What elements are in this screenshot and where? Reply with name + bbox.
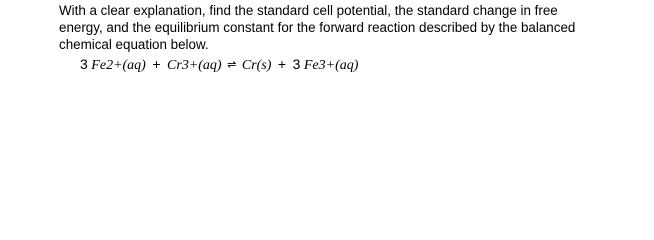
plus-sign: + — [152, 56, 161, 72]
question-line-2: energy, and the equilibrium constant for the forward reaction described by the balanced — [59, 20, 576, 35]
species-fe3: Fe3+(aq) — [303, 58, 359, 73]
question-line-1: With a clear explanation, find the standard cell potential, the standard change in free — [59, 3, 558, 18]
coefficient-fe3: 3 — [292, 56, 301, 72]
equilibrium-arrow-icon: ⇌ — [227, 58, 237, 71]
chemical-equation — [80, 54, 358, 76]
question-line-3: chemical equation below. — [59, 37, 209, 52]
species-cr3: Cr3+(aq) — [167, 58, 222, 73]
question-text — [59, 2, 649, 53]
species-fe2: Fe2+(aq) — [91, 58, 146, 73]
species-cr: Cr(s) — [241, 58, 272, 73]
coefficient-fe2: 3 — [80, 56, 88, 72]
plus-sign: + — [277, 56, 287, 72]
